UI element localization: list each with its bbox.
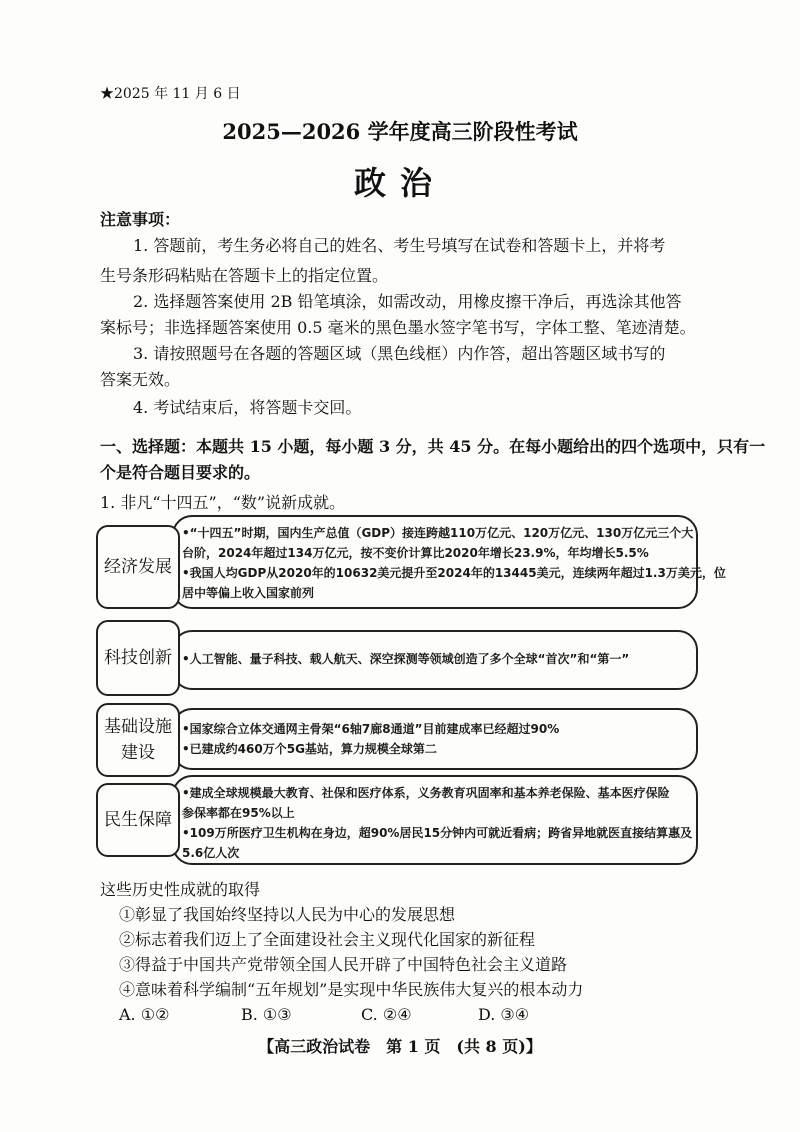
choice-b: B. ①③ [241, 1005, 292, 1024]
label-livelihood: 民生保障 [96, 783, 180, 857]
infrastructure-line-2: •已建成约460万个5G基站，算力规模全球第二 [182, 742, 437, 756]
exam-title: 2025—2026 学年度高三阶段性考试 [222, 119, 578, 144]
notice-item-1-line-2: 生号条形码粘贴在答题卡上的指定位置。 [100, 266, 389, 285]
choice-c: C. ②④ [361, 1005, 412, 1024]
economy-line-1: •“十四五”时期，国内生产总值（GDP）接连跨越110万亿元、120万亿元、130万亿元三个大 [182, 526, 694, 540]
infrastructure-line-1: •国家综合立体交通网主骨架“6轴7廊8通道”目前建成率已经超过90% [182, 722, 560, 736]
option-2: ②标志着我们迈上了全面建设社会主义现代化国家的新征程 [119, 930, 536, 949]
question-1-prompt: 这些历史性成就的取得 [100, 880, 261, 899]
choice-d: D. ③④ [478, 1005, 530, 1024]
option-4: ④意味着科学编制“五年规划”是实现中华民族伟大复兴的根本动力 [119, 980, 584, 999]
exam-date: ★2025 年 11 月 6 日 [100, 86, 241, 102]
label-economy: 经济发展 [96, 525, 180, 609]
tech-line-1: •人工智能、量子科技、载人航天、深空探测等领域创造了多个全球“首次”和“第一” [182, 652, 630, 666]
achievement-box-tech [172, 630, 698, 690]
livelihood-line-4: 5.6亿人次 [182, 846, 240, 860]
choice-a: A. ①② [119, 1005, 170, 1024]
section-heading-line-1: 一、选择题：本题共 15 小题，每小题 3 分，共 45 分。在每小题给出的四个选项中，只有一 [100, 437, 766, 456]
label-infrastructure-line-1: 基础设施 [104, 717, 172, 737]
achievement-box-livelihood [172, 775, 698, 865]
achievement-box-infrastructure [172, 708, 698, 770]
label-infrastructure-line-2: 建设 [121, 743, 155, 763]
economy-line-4: 居中等偏上收入国家前列 [182, 586, 315, 600]
livelihood-line-1: •建成全球规模最大教育、社保和医疗体系，义务教育巩固率和基本养老保险、基本医疗保险 [182, 786, 670, 800]
option-1: ①彰显了我国始终坚持以人民为中心的发展思想 [119, 905, 456, 924]
label-tech: 科技创新 [96, 620, 180, 696]
question-1-stem: 1. 非凡“十四五”，“数”说新成就。 [100, 493, 346, 512]
section-heading-line-2: 个是符合题目要求的。 [100, 463, 261, 482]
economy-line-3: •我国人均GDP从2020年的10632美元提升至2024年的13445美元，连续两年超过1.3万美元，位 [182, 566, 726, 580]
notice-heading: 注意事项： [100, 210, 181, 229]
option-3: ③得益于中国共产党带领全国人民开辟了中国特色社会主义道路 [119, 955, 568, 974]
notice-item-2-line-1: 2. 选择题答案使用 2B 铅笔填涂，如需改动，用橡皮擦干净后，再选涂其他答 [133, 292, 682, 311]
notice-item-3-line-2: 答案无效。 [100, 370, 181, 389]
notice-item-1-line-1: 1. 答题前，考生务必将自己的姓名、考生号填写在试卷和答题卡上，并将考 [133, 236, 666, 255]
notice-item-3-line-1: 3. 请按照题号在各题的答题区域（黑色线框）内作答，超出答题区域书写的 [133, 344, 666, 363]
economy-line-2: 台阶，2024年超过134万亿元，按不变价计算比2020年增长23.9%，年均增长5.5% [182, 546, 649, 560]
livelihood-line-2: 参保率都在95%以上 [182, 806, 295, 820]
page-footer: 【高三政治试卷 第 1 页 (共 8 页)】 [258, 1037, 542, 1056]
label-infrastructure [96, 703, 180, 777]
notice-item-4: 4. 考试结束后，将答题卡交回。 [133, 398, 362, 417]
notice-item-2-line-2: 案标号；非选择题答案使用 0.5 毫米的黑色墨水签字笔书写，字体工整、笔迹清楚。 [100, 318, 696, 337]
livelihood-line-3: •109万所医疗卫生机构在身边，超90%居民15分钟内可就近看病；跨省异地就医直接结算惠及 [182, 826, 693, 840]
subject-title: 政治 [353, 164, 446, 202]
achievement-box-economy [172, 515, 726, 609]
